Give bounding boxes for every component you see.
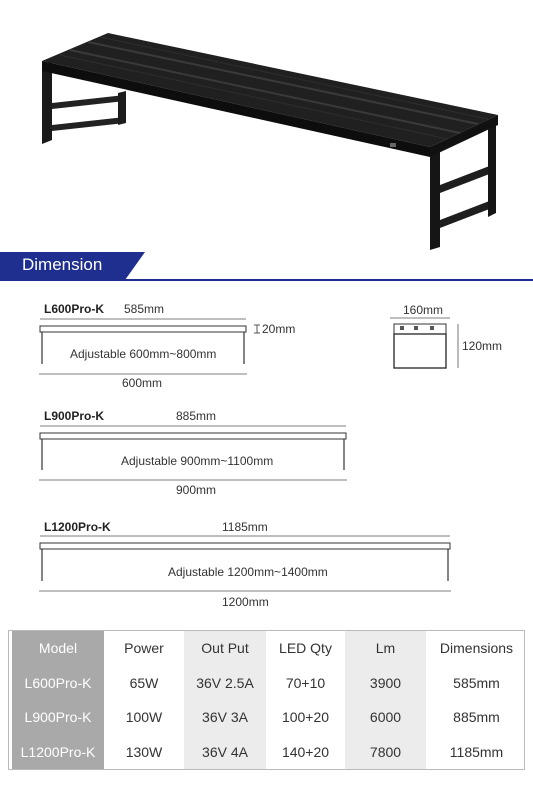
table-cell: 6000 xyxy=(345,700,426,735)
table-cell: 100W xyxy=(125,709,163,726)
table-cell: 1185mm xyxy=(449,743,504,760)
table-cell-model: L600Pro-K xyxy=(12,666,104,701)
table-header: Lm xyxy=(345,631,426,666)
diagram-model-label: L600Pro-K xyxy=(44,302,105,316)
table-cell: 885mm xyxy=(453,709,500,726)
diagram-top-length: 885mm xyxy=(176,409,217,423)
spec-table xyxy=(8,630,525,770)
table-cell: 70+10 xyxy=(285,674,326,691)
product-image xyxy=(30,25,510,255)
table-header: Out Put xyxy=(184,631,266,666)
table-cell: 7800 xyxy=(345,735,426,770)
table-cell: 36V 2.5A xyxy=(184,666,266,701)
table-header: LED Qty xyxy=(279,640,332,657)
side-view-width-label: 160mm xyxy=(403,303,444,317)
table-header: Power xyxy=(124,640,164,657)
diagram-bottom-length: 1200mm xyxy=(222,595,269,609)
diagram-bottom-length: 900mm xyxy=(176,483,217,497)
table-cell-model: L900Pro-K xyxy=(12,700,104,735)
side-view-diagram xyxy=(388,316,468,376)
banner-title: Dimension xyxy=(22,255,103,274)
banner-underline xyxy=(0,279,533,281)
table-cell: 65W xyxy=(129,674,159,691)
diagram-top-length: 585mm xyxy=(124,302,165,316)
diagram-top-length: 1185mm xyxy=(222,520,268,534)
table-cell: 140+20 xyxy=(281,743,330,760)
diagram-height-label: 20mm xyxy=(262,322,296,336)
table-cell: 36V 4A xyxy=(184,735,266,770)
diagram-adjustable-label: Adjustable 1200mm~1400mm xyxy=(168,565,328,579)
table-cell: 130W xyxy=(125,743,163,760)
diagram-model-label: L1200Pro-K xyxy=(44,520,111,534)
side-view-height-label: 120mm xyxy=(462,339,503,353)
table-cell-model: L1200Pro-K xyxy=(12,735,104,770)
table-cell: 3900 xyxy=(345,666,426,701)
diagram-adjustable-label: Adjustable 900mm~1100mm xyxy=(121,454,274,468)
table-cell: 36V 3A xyxy=(184,700,266,735)
table-cell: 100+20 xyxy=(281,709,330,726)
table-cell: 585mm xyxy=(453,674,500,691)
table-header: Model xyxy=(12,631,104,666)
diagram-bottom-length: 600mm xyxy=(122,376,163,390)
diagram-adjustable-label: Adjustable 600mm~800mm xyxy=(70,347,217,361)
diagram-model-label: L900Pro-K xyxy=(44,409,105,423)
table-header: Dimensions xyxy=(439,640,514,657)
